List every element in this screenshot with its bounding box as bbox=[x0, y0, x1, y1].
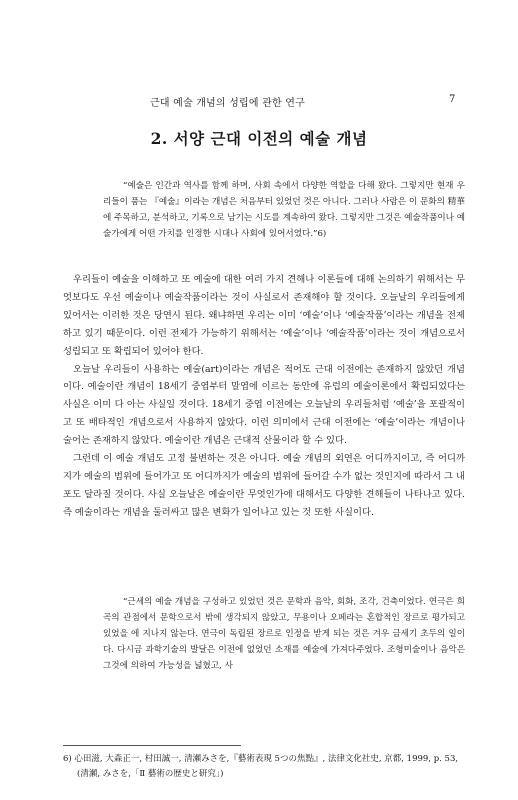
footnote bbox=[63, 752, 465, 782]
page-number: 7 bbox=[449, 94, 456, 105]
body-paragraph-3: 그런데 이 예술 개념도 고정 불변하는 것은 아니다. 예술 개념의 외연은 어디까지이고, 즉 어디까지가 예술의 범위에 들어가고 또 어디까지가 예술의 범위에 들어갈 수가 없는 것인지에 따라서 그 내포도 달라질 것이다. 사실 오늘날은 예술이란 무엇인가에 대해서도 다양한 견해들이 나타나고 있다. 즉 예술이라는 개념을 둘러싸고 많은 변화가 일어나고 있는 것 또한 사실이다. bbox=[63, 453, 465, 518]
body-text bbox=[63, 271, 465, 522]
footnote-divider bbox=[63, 745, 241, 746]
body-paragraph-2: 오늘날 우리들이 사용하는 예술(art)이라는 개념은 적어도 근대 이전에는 존재하지 않았던 개념 이다. 예술이란 개념이 18세기 중엽부터 말엽에 이르는 동안에 유럽의 예술이론에서 확립되었다는 사실은 이미 다 아는 사실일 것이다. 18세기 중엽 이전에는 오늘날의 우리들처럼 ‘예술’을 포괄적이고 또 배타적인 개념으로서 사용하지 않았다. 이런 의미에서 근대 이전에는 ‘예술’이라는 개념이나 술어는 존재하지 않았다. 예술이란 개념은 근대적 산물이라 할 수 있다. bbox=[63, 363, 465, 447]
section-title: 2. 서양 근대 이전의 예술 개념 bbox=[150, 129, 368, 148]
block-quote-2-text: “근세의 예술 개념을 구성하고 있었던 것은 문학과 음악, 회화, 조각, 건축이었다. 연극은 희곡의 관점에서 문학으로서 밖에 생각되지 않았고, 무용이나 오페라는 혼합적인 장르로 평가되고 있었을 에 지나지 않는다. 연극이 독립된 장르로 인정을 받게 되는 것은 겨우 금세기 초두의 일이다. 다시금 과학기술의 발달은 이전에 없었던 소재를 예술에 가져다주었다. 조형미술이나 음악은 그것에 의하여 가능성을 넓혔고, 사 bbox=[103, 597, 465, 672]
block-quote-1 bbox=[103, 178, 465, 242]
block-quote-2 bbox=[103, 594, 465, 674]
block-quote-1-text: “예술은 인간과 역사를 함께 하며, 사회 속에서 다양한 역할을 다해 왔다. 그렇지만 현재 우리들이 품는 『예술』이라는 개념은 처음부터 있었던 것은 아니다. 그러나 사람은 이 문화의 精華에 주목하고, 분석하고, 기록으로 남기는 시도를 계속하여 왔다. 그렇지만 그것은 예술작품이나 예술가에게 어떤 가치를 인정한 시대나 사회에 있어서였다.”6) bbox=[103, 181, 466, 240]
running-head-title: 근대 예술 개념의 성립에 관한 연구 bbox=[150, 98, 305, 109]
footnote-6: 6) 心田滋, 大森正一, 村田誠一, 清瀬みさを,『藝術表現 5つの焦點』, 法律文化社史, 京都, 1999, p. 53,(清瀬, みさを,「Ⅱ 藝術の歴史と研究」) bbox=[63, 754, 459, 779]
body-paragraph-1: 우리들이 예술을 이해하고 또 예술에 대한 여러 가지 견해나 이론들에 대해 논의하기 위해서는 무엇보다도 우선 예술이나 예술작품이라는 것이 사실로서 존재해야 할 것이다. 오늘날의 우리들에게 있어서는 이러한 것은 당연시 된다. 왜냐하면 우리는 이미 ‘예술’이나 ‘예술작품’이라는 개념을 전제하고 있기 때문이다. 이런 전제가 가능하기 위해서는 ‘예술’이나 ‘예술작품’이라는 것이 개념으로서 성립되고 또 확립되어 있어야 한다. bbox=[63, 274, 465, 357]
